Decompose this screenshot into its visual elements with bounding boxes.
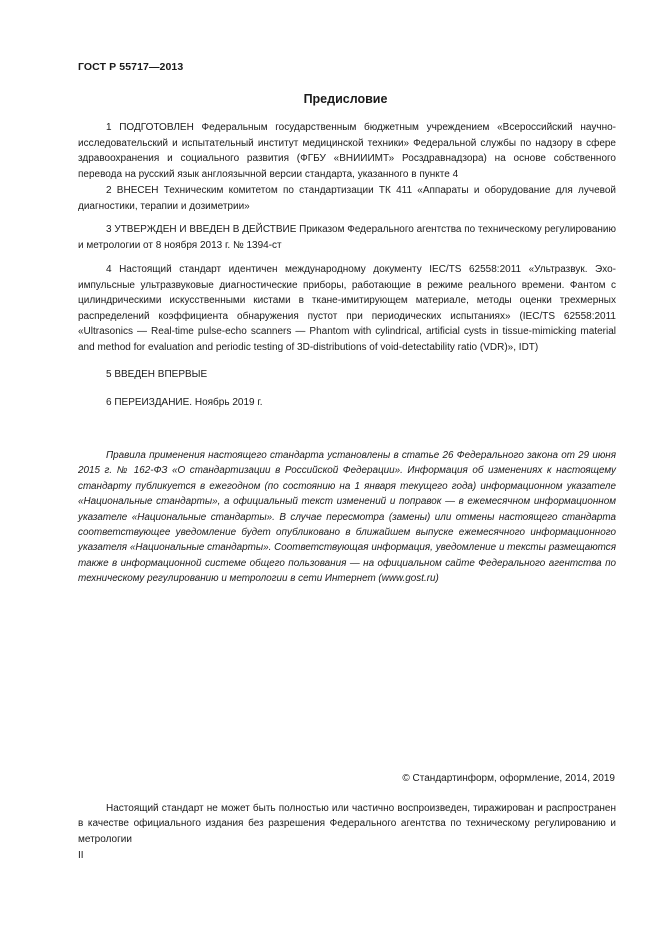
paragraph-3: 3 УТВЕРЖДЕН И ВВЕДЕН В ДЕЙСТВИЕ Приказом Федерального агентства по техническому регулированию и метрологии от 8 ноября 2013 г. № 1394-ст [78,224,616,251]
document-id: ГОСТ Р 55717—2013 [78,61,184,73]
paragraph-4: 4 Настоящий стандарт идентичен международному документу IEC/TS 62558:2011 «Ультразвук. Эхо-импульсные ультразвуковые диагностические приборы, работающие в режиме реального времени. Фантом с цилиндрическими искусственными кистами в ткане-имитирующем материале, методы оценки трехмерных распределений коэффициента обнаружения пустот при периодических испытаниях» (IEC/TS 62558:2011 «Ultrasonics — Real-time pulse-echo scanners — Phantom with cylindrical, artificial cysts in tissue-mimicking material and method for evaluation and periodic testing of 3D-distributions of void-detectability ratio (VDR)», IDT) [78,264,616,353]
page-number: II [78,850,84,861]
paragraph-1: 1 ПОДГОТОВЛЕН Федеральным государственным бюджетным учреждением «Всероссийский научно-исследовательский и испытательный институт медицинской техники» Федеральной службы по надзору в сфере здравоохранения и социального развития (ФГБУ «ВНИИИМТ» Росздравнадзора) на основе собственного перевода на русский язык англоязычной версии стандарта, указанного в пункте 4 [78,122,616,180]
copyright-line: © Стандартинформ, оформление, 2014, 2019 [402,773,615,784]
paragraph-5: 5 ВВЕДЕН ВПЕРВЫЕ [106,369,208,380]
paragraph-6: 6 ПЕРЕИЗДАНИЕ. Ноябрь 2019 г. [106,397,263,408]
paragraph-2: 2 ВНЕСЕН Техническим комитетом по стандартизации ТК 411 «Аппараты и оборудование для лучевой диагностики, терапии и дозиметрии» [78,185,616,212]
page-title: Предисловие [303,92,388,106]
notice-text: Правила применения настоящего стандарта установлены в статье 26 Федерального закона от 29 июня 2015 г. № 162-ФЗ «О стандартизации в Российской Федерации». Информация об изменениях к настоящему стандарту публикуется в ежегодном (по состоянию на 1 января текущего года) информационном указателе «Национальные стандарты», а официальный текст изменений и поправок — в ежемесячном информационном указателе «Национальные стандарты». В случае пересмотра (замены) или отмены настоящего стандарта соответствующее уведомление будет опубликовано в ближайшем выпуске ежемесячного информационного указателя «Национальные стандарты». Соответствующая информация, уведомление и тексты размещаются также в информационной системе общего пользования — на официальном сайте Федерального агентства по техническому регулированию и метрологии в сети Интернет (www.gost.ru) [78,450,616,585]
footer-text: Настоящий стандарт не может быть полностью или частично воспроизведен, тиражирован и распространен в качестве официального издания без разрешения Федерального агентства по техническому регулированию и метрологии [78,803,616,845]
